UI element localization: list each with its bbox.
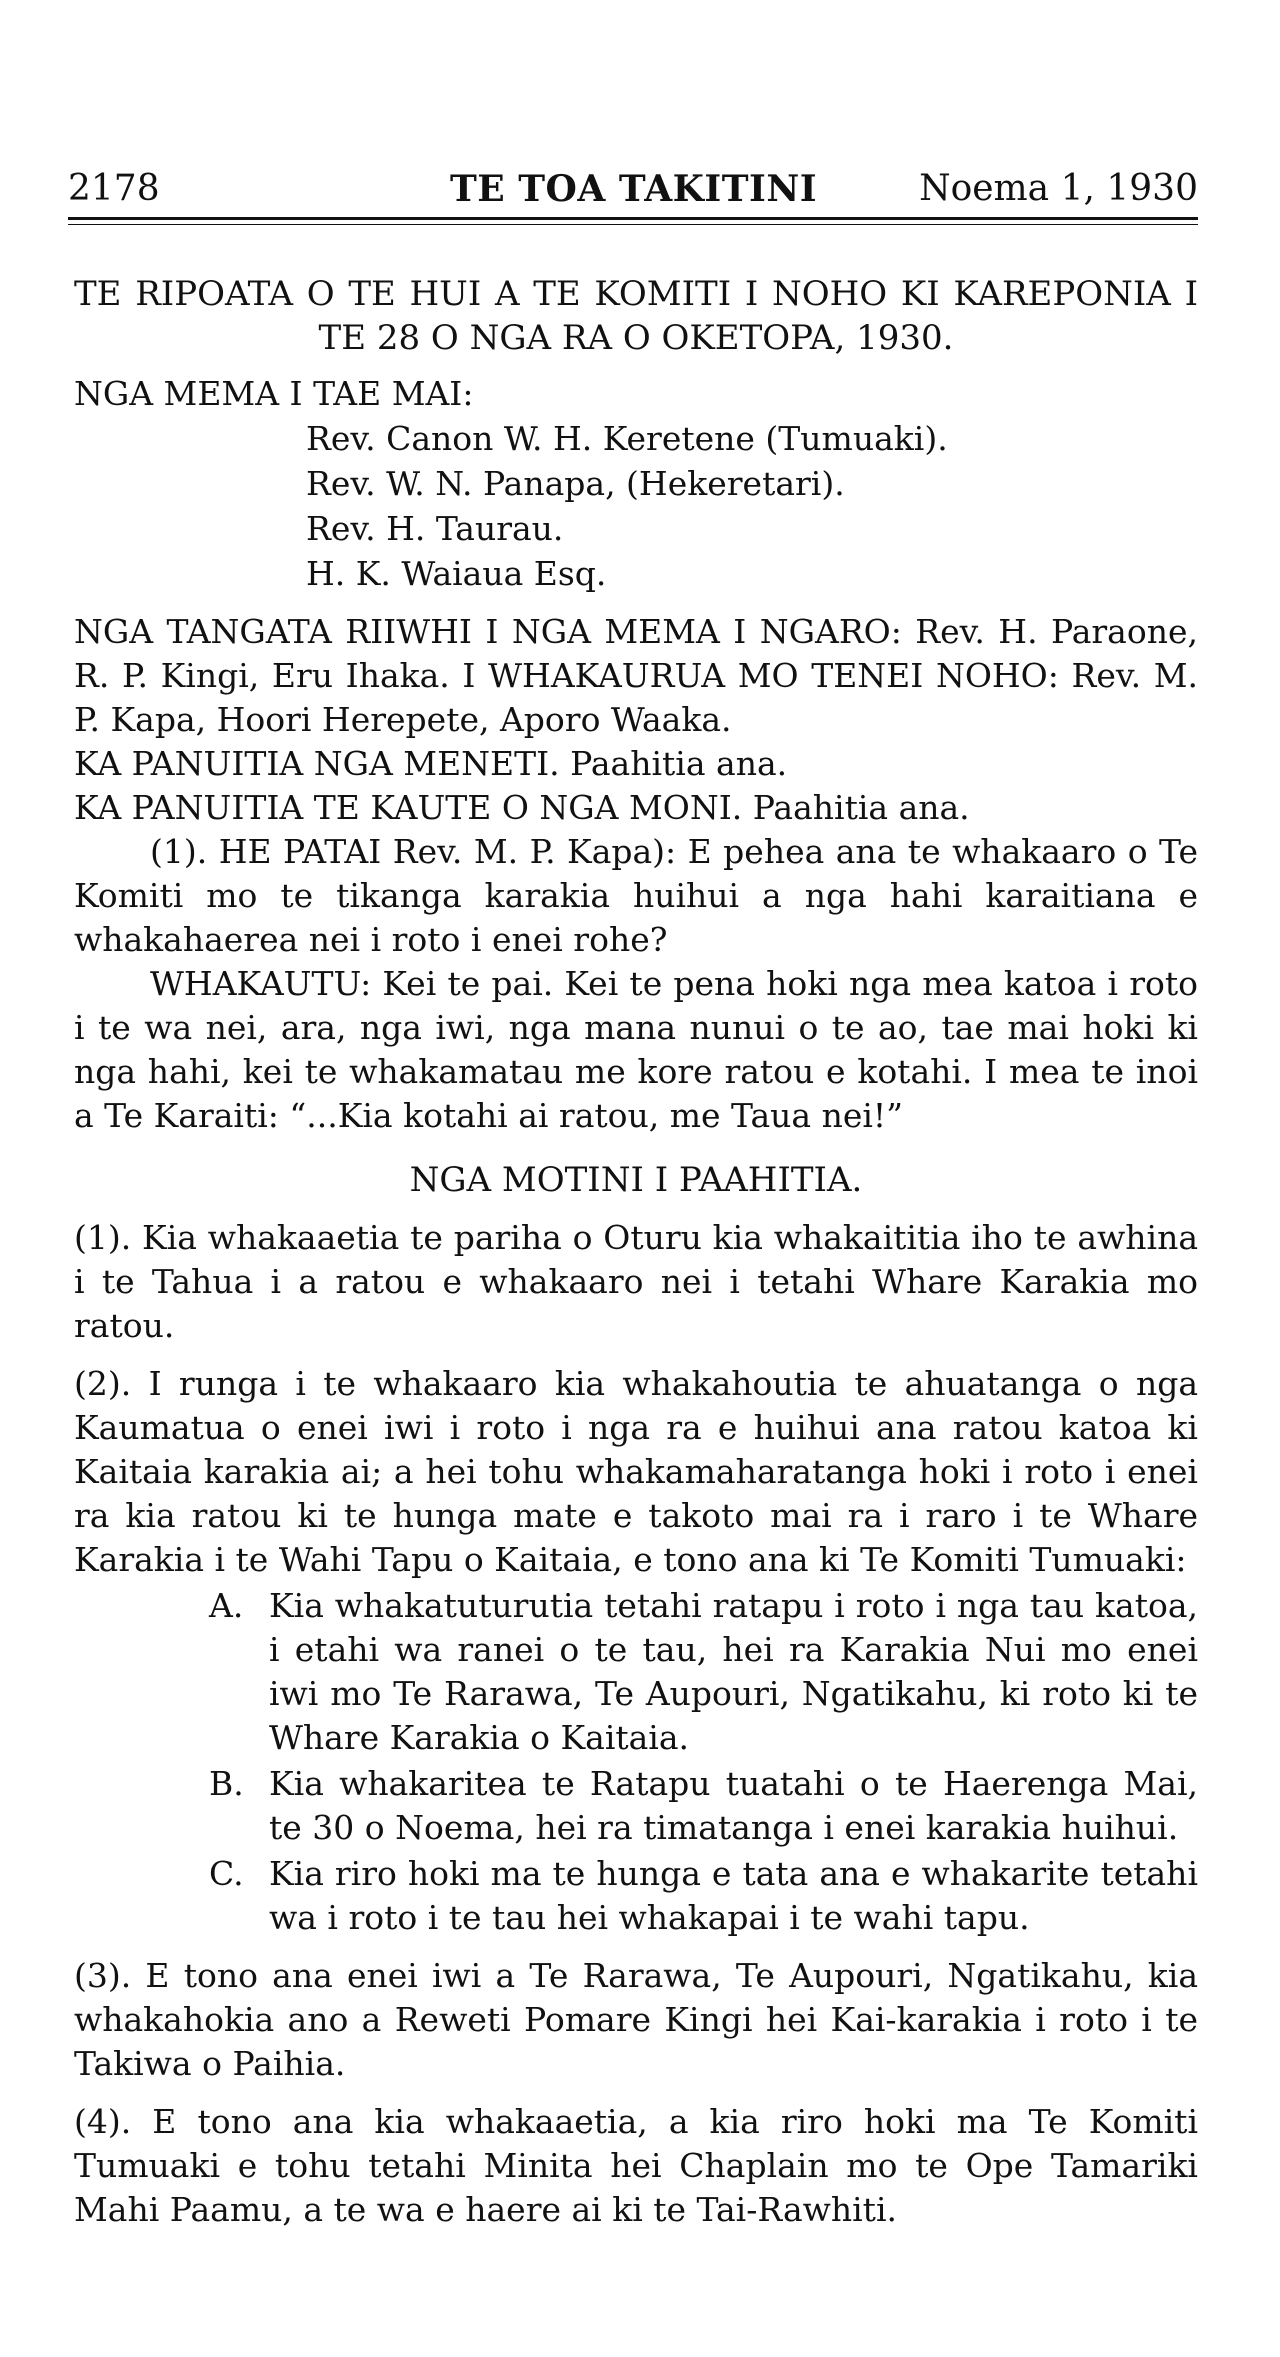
sub-item-text: Kia riro hoki ma te hunga e tata ana e whakarite tetahi wa i roto i te tau hei whakapai i te wahi tapu. <box>269 1854 1198 1937</box>
apologies-paragraph: NGA TANGATA RIIWHI I NGA MEMA I NGARO: Rev. H. Paraone, R. P. Kingi, Eru Ihaka. I WHAKAURUA MO TENEI NOHO: Rev. M. P. Kapa, Hoori Herepete, Aporo Waaka. <box>74 612 1198 739</box>
motion-item: (3). E tono ana enei iwi a Te Rarawa, Te Aupouri, Ngatikahu, kia whakahokia ano a Reweti Pomare Kingi hei Kai-karakia i roto i te Takiwa o Paihia. <box>74 1956 1198 2083</box>
member-item: H. K. Waiaua Esq. <box>306 554 607 593</box>
motion-item: (4). E tono ana kia whakaaetia, a kia riro hoki ma Te Komiti Tumuaki e tohu tetahi Minita hei Chaplain mo te Ope Tamariki Mahi Paamu, a te wa e haere ai ki te Tai-Rawhiti. <box>74 2102 1198 2229</box>
sub-item <box>209 1762 1198 1850</box>
sub-item-label: B. <box>209 1764 244 1803</box>
sub-item-text: Kia whakaritea te Ratapu tuatahi o te Haerenga Mai, te 30 o Noema, hei ra timatanga i enei karakia huihui. <box>269 1764 1198 1847</box>
page-header <box>68 168 1198 212</box>
minutes-paragraph: KA PANUITIA NGA MENETI. Paahitia ana. <box>74 744 788 783</box>
member-item: Rev. H. Taurau. <box>306 509 564 548</box>
question-paragraph: (1). HE PATAI Rev. M. P. Kapa): E pehea ana te whakaaro o Te Komiti mo te tikanga karakia huihui a nga hahi karaitiana e whakahaerea nei i roto i enei rohe? <box>74 832 1198 959</box>
page-number: 2178 <box>68 168 160 209</box>
sub-item-label: C. <box>209 1854 244 1893</box>
sub-item-text: Kia whakatuturutia tetahi ratapu i roto i nga tau katoa, i etahi wa ranei o te tau, hei ra Karakia Nui mo enei iwi mo Te Rarawa, Te Aupouri, Ngatikahu, ki roto ki te Whare Karakia o Kaitaia. <box>269 1586 1198 1757</box>
issue-date: Noema 1, 1930 <box>919 168 1198 209</box>
answer-paragraph: WHAKAUTU: Kei te pai. Kei te pena hoki nga mea katoa i roto i te wa nei, ara, nga iwi, nga mana nunui o te ao, tae mai hoki ki nga hahi, kei te whakamatau me kore ratou e kotahi. I mea te inoi a Te Karaiti: “...Kia kotahi ai ratou, me Taua nei!” <box>74 964 1198 1135</box>
member-item: Rev. Canon W. H. Keretene (Tumuaki). <box>306 419 948 458</box>
member-list <box>306 416 1198 596</box>
sub-item <box>209 1584 1198 1760</box>
header-rule-thick <box>68 217 1198 220</box>
sub-item <box>209 1852 1198 1940</box>
sub-item-label: A. <box>209 1586 244 1625</box>
accounts-paragraph: KA PANUITIA TE KAUTE O NGA MONI. Paahitia ana. <box>74 788 970 827</box>
header-rule-thin <box>68 224 1198 225</box>
member-item: Rev. W. N. Panapa, (Hekeretari). <box>306 464 845 503</box>
motion-item: (1). Kia whakaaetia te pariha o Oturu kia whakaititia iho te awhina i te Tahua i a ratou e whakaaro nei i tetahi Whare Karakia mo ratou. <box>74 1218 1198 1345</box>
article-body <box>74 272 1198 2232</box>
publication-title: TE TOA TAKITINI <box>450 168 818 210</box>
present-heading: NGA MEMA I TAE MAI: <box>74 374 474 413</box>
motions-heading: NGA MOTINI I PAAHITIA. <box>409 1160 863 1200</box>
motion-item: (2). I runga i te whakaaro kia whakahoutia te ahuatanga o nga Kaumatua o enei iwi i roto i nga ra e huihui ana ratou katoa ki Kaitaia karakia ai; a hei tohu whakamaharatanga hoki i roto i enei ra kia ratou ki te hunga mate e takoto mai ra i raro i te Whare Karakia i te Wahi Tapu o Kaitaia, e tono ana ki Te Komiti Tumuaki: <box>74 1364 1198 1579</box>
report-title: TE RIPOATA O TE HUI A TE KOMITI I NOHO KI KAREPONIA I TE 28 O NGA RA O OKETOPA, 1930. <box>74 274 1198 358</box>
